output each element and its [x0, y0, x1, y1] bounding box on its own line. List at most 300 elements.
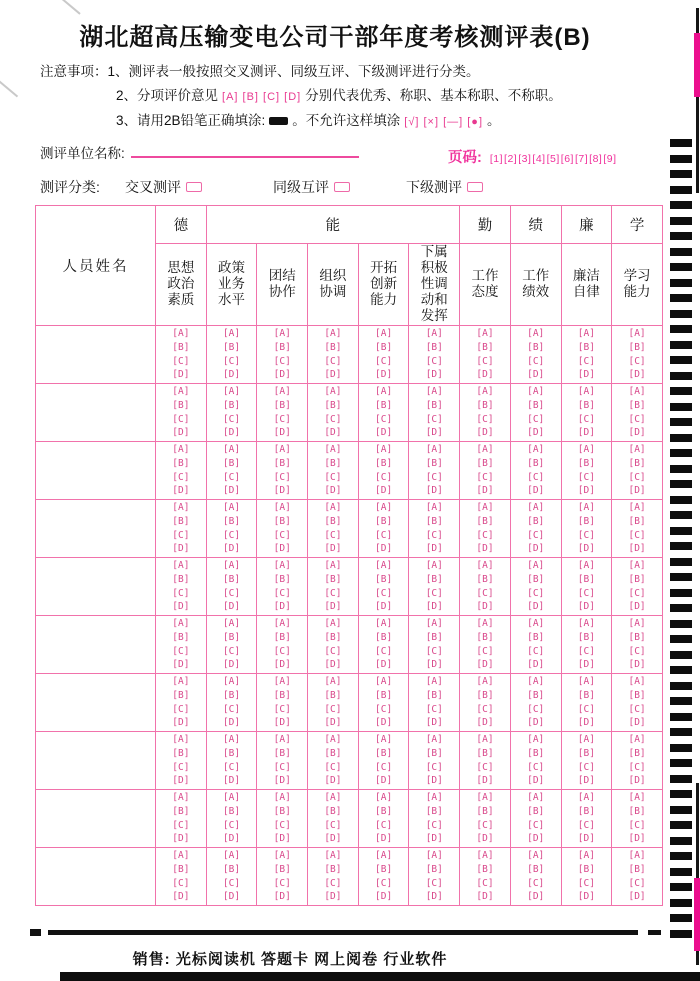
bubble-option[interactable]: [A]: [172, 559, 190, 571]
bubble-option[interactable]: [C]: [425, 645, 443, 657]
bubble-option[interactable]: [A]: [375, 327, 393, 339]
bubble-option[interactable]: [B]: [375, 341, 393, 353]
bubble-option[interactable]: [C]: [527, 471, 545, 483]
bubble-option[interactable]: [A]: [476, 327, 494, 339]
bubble-option[interactable]: [B]: [527, 747, 545, 759]
bubble-option[interactable]: [A]: [324, 501, 342, 513]
bubble-option[interactable]: [A]: [375, 617, 393, 629]
bubble-option[interactable]: [A]: [172, 501, 190, 513]
bubble-option[interactable]: [B]: [577, 573, 595, 585]
page-number-option[interactable]: [1]: [489, 153, 504, 165]
bubble-option[interactable]: [D]: [324, 659, 342, 671]
bubble-option[interactable]: [B]: [476, 457, 494, 469]
bubble-option[interactable]: [B]: [222, 399, 241, 411]
bubble-option[interactable]: [A]: [476, 675, 494, 687]
bubble-option[interactable]: [A]: [527, 443, 545, 455]
bubble-option[interactable]: [D]: [628, 543, 646, 555]
bubble-option[interactable]: [B]: [222, 689, 241, 701]
bubble-option[interactable]: [C]: [628, 587, 646, 599]
bubble-option[interactable]: [D]: [273, 485, 291, 497]
bubble-option[interactable]: [C]: [222, 819, 241, 831]
bubble-option[interactable]: [C]: [577, 355, 595, 367]
bubble-option[interactable]: [D]: [628, 369, 646, 381]
bubble-option[interactable]: [D]: [324, 833, 342, 845]
category-checkbox[interactable]: [186, 182, 202, 192]
bubble-option[interactable]: [D]: [375, 833, 393, 845]
bubble-option[interactable]: [D]: [273, 891, 291, 903]
bubble-option[interactable]: [B]: [273, 863, 291, 875]
bubble-option[interactable]: [A]: [628, 327, 646, 339]
bubble-option[interactable]: [C]: [375, 645, 393, 657]
bubble-option[interactable]: [D]: [577, 543, 595, 555]
bubble-option[interactable]: [C]: [425, 819, 443, 831]
bubble-option[interactable]: [A]: [628, 443, 646, 455]
bubble-option[interactable]: [A]: [527, 385, 545, 397]
bubble-option[interactable]: [D]: [375, 485, 393, 497]
bubble-option[interactable]: [B]: [628, 341, 646, 353]
bubble-option[interactable]: [B]: [628, 631, 646, 643]
bubble-option[interactable]: [D]: [628, 601, 646, 613]
person-name-cell[interactable]: [36, 848, 156, 906]
bubble-option[interactable]: [D]: [577, 485, 595, 497]
bubble-option[interactable]: [C]: [425, 703, 443, 715]
bubble-option[interactable]: [D]: [527, 485, 545, 497]
bubble-option[interactable]: [A]: [324, 849, 342, 861]
bubble-option[interactable]: [D]: [324, 543, 342, 555]
bubble-option[interactable]: [A]: [375, 849, 393, 861]
bubble-option[interactable]: [B]: [527, 863, 545, 875]
bubble-option[interactable]: [D]: [425, 369, 443, 381]
bubble-option[interactable]: [B]: [324, 457, 342, 469]
bubble-option[interactable]: [B]: [324, 341, 342, 353]
bubble-option[interactable]: [B]: [628, 863, 646, 875]
bubble-option[interactable]: [D]: [425, 775, 443, 787]
bubble-option[interactable]: [B]: [172, 747, 190, 759]
bubble-option[interactable]: [A]: [222, 327, 241, 339]
bubble-option[interactable]: [D]: [425, 427, 443, 439]
bubble-option[interactable]: [D]: [222, 369, 241, 381]
person-name-cell[interactable]: [36, 326, 156, 384]
bubble-option[interactable]: [C]: [425, 355, 443, 367]
bubble-option[interactable]: [B]: [375, 805, 393, 817]
bubble-option[interactable]: [D]: [527, 833, 545, 845]
bubble-option[interactable]: [B]: [628, 747, 646, 759]
bubble-option[interactable]: [B]: [628, 399, 646, 411]
page-number-option[interactable]: [2]: [504, 153, 518, 165]
bubble-option[interactable]: [D]: [577, 717, 595, 729]
bubble-option[interactable]: [B]: [273, 515, 291, 527]
bubble-option[interactable]: [A]: [527, 675, 545, 687]
category-checkbox[interactable]: [334, 182, 350, 192]
bubble-option[interactable]: [D]: [273, 775, 291, 787]
bubble-option[interactable]: [B]: [324, 863, 342, 875]
bubble-option[interactable]: [A]: [425, 443, 443, 455]
bubble-option[interactable]: [C]: [476, 355, 494, 367]
bubble-option[interactable]: [A]: [222, 559, 241, 571]
bubble-option[interactable]: [D]: [476, 659, 494, 671]
page-number-option[interactable]: [7]: [574, 153, 589, 165]
bubble-option[interactable]: [C]: [628, 355, 646, 367]
bubble-option[interactable]: [D]: [527, 543, 545, 555]
bubble-option[interactable]: [A]: [628, 501, 646, 513]
bubble-option[interactable]: [B]: [476, 573, 494, 585]
bubble-option[interactable]: [D]: [476, 775, 494, 787]
bubble-option[interactable]: [A]: [476, 443, 494, 455]
bubble-option[interactable]: [D]: [476, 369, 494, 381]
bubble-option[interactable]: [D]: [324, 427, 342, 439]
bubble-option[interactable]: [D]: [222, 775, 241, 787]
page-number-option[interactable]: [4]: [532, 153, 546, 165]
bubble-option[interactable]: [C]: [375, 355, 393, 367]
bubble-option[interactable]: [C]: [425, 413, 443, 425]
bubble-option[interactable]: [D]: [375, 717, 393, 729]
bubble-option[interactable]: [D]: [324, 775, 342, 787]
bubble-option[interactable]: [C]: [222, 355, 241, 367]
bubble-option[interactable]: [C]: [375, 529, 393, 541]
bubble-option[interactable]: [A]: [527, 501, 545, 513]
bubble-option[interactable]: [C]: [273, 413, 291, 425]
bubble-option[interactable]: [A]: [273, 559, 291, 571]
bubble-option[interactable]: [A]: [425, 733, 443, 745]
bubble-option[interactable]: [C]: [375, 703, 393, 715]
bubble-option[interactable]: [A]: [577, 617, 595, 629]
bubble-option[interactable]: [B]: [425, 515, 443, 527]
bubble-option[interactable]: [B]: [628, 515, 646, 527]
page-number-option[interactable]: [3]: [518, 153, 532, 165]
bubble-option[interactable]: [A]: [375, 501, 393, 513]
bubble-option[interactable]: [A]: [577, 501, 595, 513]
bubble-option[interactable]: [D]: [375, 427, 393, 439]
person-name-cell[interactable]: [36, 500, 156, 558]
bubble-option[interactable]: [D]: [527, 601, 545, 613]
bubble-option[interactable]: [A]: [375, 675, 393, 687]
bubble-option[interactable]: [B]: [273, 689, 291, 701]
bubble-option[interactable]: [A]: [628, 617, 646, 629]
bubble-option[interactable]: [D]: [222, 659, 241, 671]
bubble-option[interactable]: [D]: [476, 833, 494, 845]
bubble-option[interactable]: [D]: [425, 833, 443, 845]
bubble-option[interactable]: [D]: [476, 485, 494, 497]
bubble-option[interactable]: [B]: [476, 341, 494, 353]
bubble-option[interactable]: [C]: [324, 529, 342, 541]
bubble-option[interactable]: [C]: [273, 703, 291, 715]
bubble-option[interactable]: [C]: [476, 413, 494, 425]
bubble-option[interactable]: [B]: [527, 399, 545, 411]
bubble-option[interactable]: [B]: [222, 457, 241, 469]
bubble-option[interactable]: [B]: [172, 863, 190, 875]
bubble-option[interactable]: [B]: [425, 863, 443, 875]
bubble-option[interactable]: [A]: [577, 733, 595, 745]
bubble-option[interactable]: [A]: [577, 559, 595, 571]
bubble-option[interactable]: [B]: [273, 747, 291, 759]
bubble-option[interactable]: [C]: [324, 761, 342, 773]
bubble-option[interactable]: [D]: [273, 601, 291, 613]
bubble-option[interactable]: [D]: [577, 601, 595, 613]
bubble-option[interactable]: [D]: [577, 427, 595, 439]
bubble-option[interactable]: [D]: [628, 427, 646, 439]
person-name-cell[interactable]: [36, 384, 156, 442]
bubble-option[interactable]: [C]: [628, 413, 646, 425]
bubble-option[interactable]: [A]: [222, 501, 241, 513]
bubble-option[interactable]: [B]: [222, 631, 241, 643]
bubble-option[interactable]: [D]: [324, 601, 342, 613]
bubble-option[interactable]: [A]: [273, 501, 291, 513]
bubble-option[interactable]: [B]: [273, 573, 291, 585]
bubble-option[interactable]: [C]: [375, 471, 393, 483]
bubble-option[interactable]: [A]: [628, 675, 646, 687]
bubble-option[interactable]: [B]: [425, 457, 443, 469]
page-number-option[interactable]: [6]: [560, 153, 574, 165]
bubble-option[interactable]: [D]: [273, 369, 291, 381]
bubble-option[interactable]: [D]: [222, 833, 241, 845]
bubble-option[interactable]: [A]: [628, 849, 646, 861]
bubble-option[interactable]: [C]: [476, 761, 494, 773]
bubble-option[interactable]: [C]: [273, 587, 291, 599]
bubble-option[interactable]: [A]: [324, 733, 342, 745]
bubble-option[interactable]: [D]: [324, 717, 342, 729]
bubble-option[interactable]: [A]: [577, 675, 595, 687]
bubble-option[interactable]: [D]: [577, 833, 595, 845]
bubble-option[interactable]: [C]: [577, 877, 595, 889]
bubble-option[interactable]: [C]: [172, 703, 190, 715]
bubble-option[interactable]: [A]: [476, 559, 494, 571]
bubble-option[interactable]: [D]: [375, 775, 393, 787]
bubble-option[interactable]: [C]: [425, 587, 443, 599]
bubble-option[interactable]: [A]: [324, 675, 342, 687]
bubble-option[interactable]: [C]: [222, 645, 241, 657]
bubble-option[interactable]: [B]: [375, 747, 393, 759]
bubble-option[interactable]: [C]: [425, 761, 443, 773]
bubble-option[interactable]: [B]: [476, 631, 494, 643]
bubble-option[interactable]: [D]: [172, 427, 190, 439]
bubble-option[interactable]: [C]: [527, 761, 545, 773]
bubble-option[interactable]: [B]: [577, 515, 595, 527]
bubble-option[interactable]: [C]: [172, 587, 190, 599]
bubble-option[interactable]: [B]: [476, 805, 494, 817]
bubble-option[interactable]: [C]: [476, 819, 494, 831]
bubble-option[interactable]: [C]: [172, 761, 190, 773]
bubble-option[interactable]: [C]: [324, 877, 342, 889]
bubble-option[interactable]: [B]: [172, 515, 190, 527]
bubble-option[interactable]: [D]: [273, 659, 291, 671]
bubble-option[interactable]: [D]: [222, 543, 241, 555]
bubble-option[interactable]: [A]: [527, 559, 545, 571]
bubble-option[interactable]: [A]: [577, 327, 595, 339]
bubble-option[interactable]: [C]: [324, 587, 342, 599]
bubble-option[interactable]: [C]: [172, 877, 190, 889]
bubble-option[interactable]: [A]: [324, 617, 342, 629]
bubble-option[interactable]: [B]: [425, 805, 443, 817]
bubble-option[interactable]: [C]: [172, 819, 190, 831]
bubble-option[interactable]: [A]: [172, 733, 190, 745]
bubble-option[interactable]: [B]: [375, 399, 393, 411]
bubble-option[interactable]: [A]: [476, 733, 494, 745]
bubble-option[interactable]: [B]: [375, 863, 393, 875]
bubble-option[interactable]: [A]: [425, 327, 443, 339]
bubble-option[interactable]: [C]: [222, 877, 241, 889]
bubble-option[interactable]: [A]: [324, 559, 342, 571]
bubble-option[interactable]: [A]: [476, 501, 494, 513]
bubble-option[interactable]: [C]: [527, 587, 545, 599]
bubble-option[interactable]: [C]: [222, 761, 241, 773]
bubble-option[interactable]: [D]: [222, 601, 241, 613]
bubble-option[interactable]: [C]: [476, 645, 494, 657]
bubble-option[interactable]: [A]: [527, 617, 545, 629]
bubble-option[interactable]: [C]: [628, 645, 646, 657]
bubble-option[interactable]: [B]: [628, 805, 646, 817]
bubble-option[interactable]: [A]: [273, 617, 291, 629]
bubble-option[interactable]: [D]: [375, 891, 393, 903]
bubble-option[interactable]: [D]: [425, 485, 443, 497]
bubble-option[interactable]: [C]: [577, 471, 595, 483]
bubble-option[interactable]: [A]: [222, 849, 241, 861]
bubble-option[interactable]: [D]: [527, 427, 545, 439]
bubble-option[interactable]: [A]: [324, 385, 342, 397]
bubble-option[interactable]: [B]: [222, 515, 241, 527]
bubble-option[interactable]: [C]: [476, 471, 494, 483]
bubble-option[interactable]: [A]: [527, 849, 545, 861]
bubble-option[interactable]: [A]: [172, 443, 190, 455]
bubble-option[interactable]: [D]: [172, 659, 190, 671]
bubble-option[interactable]: [B]: [628, 689, 646, 701]
bubble-option[interactable]: [A]: [628, 559, 646, 571]
unit-name-field[interactable]: [131, 142, 359, 158]
bubble-option[interactable]: [C]: [273, 645, 291, 657]
bubble-option[interactable]: [C]: [222, 413, 241, 425]
bubble-option[interactable]: [B]: [273, 399, 291, 411]
bubble-option[interactable]: [B]: [527, 341, 545, 353]
bubble-option[interactable]: [C]: [628, 529, 646, 541]
bubble-option[interactable]: [B]: [324, 515, 342, 527]
person-name-cell[interactable]: [36, 732, 156, 790]
bubble-option[interactable]: [D]: [628, 833, 646, 845]
bubble-option[interactable]: [B]: [172, 399, 190, 411]
bubble-option[interactable]: [A]: [425, 849, 443, 861]
page-number-option[interactable]: [9]: [603, 153, 617, 165]
bubble-option[interactable]: [A]: [273, 385, 291, 397]
bubble-option[interactable]: [C]: [222, 703, 241, 715]
bubble-option[interactable]: [C]: [476, 529, 494, 541]
bubble-option[interactable]: [D]: [324, 485, 342, 497]
bubble-option[interactable]: [C]: [324, 413, 342, 425]
bubble-option[interactable]: [C]: [425, 877, 443, 889]
bubble-option[interactable]: [B]: [577, 399, 595, 411]
bubble-option[interactable]: [D]: [375, 601, 393, 613]
bubble-option[interactable]: [B]: [222, 863, 241, 875]
bubble-option[interactable]: [B]: [222, 341, 241, 353]
bubble-option[interactable]: [C]: [577, 645, 595, 657]
bubble-option[interactable]: [D]: [527, 717, 545, 729]
bubble-option[interactable]: [A]: [425, 675, 443, 687]
bubble-option[interactable]: [A]: [628, 385, 646, 397]
bubble-option[interactable]: [A]: [476, 617, 494, 629]
bubble-option[interactable]: [B]: [222, 573, 241, 585]
bubble-option[interactable]: [A]: [324, 791, 342, 803]
bubble-option[interactable]: [D]: [375, 659, 393, 671]
person-name-cell[interactable]: [36, 790, 156, 848]
bubble-option[interactable]: [D]: [476, 717, 494, 729]
bubble-option[interactable]: [B]: [222, 747, 241, 759]
bubble-option[interactable]: [B]: [324, 631, 342, 643]
bubble-option[interactable]: [A]: [628, 791, 646, 803]
bubble-option[interactable]: [B]: [172, 341, 190, 353]
bubble-option[interactable]: [B]: [324, 399, 342, 411]
bubble-option[interactable]: [A]: [476, 385, 494, 397]
bubble-option[interactable]: [D]: [425, 543, 443, 555]
bubble-option[interactable]: [D]: [577, 659, 595, 671]
bubble-option[interactable]: [C]: [527, 355, 545, 367]
bubble-option[interactable]: [C]: [527, 819, 545, 831]
bubble-option[interactable]: [B]: [476, 515, 494, 527]
bubble-option[interactable]: [B]: [425, 689, 443, 701]
bubble-option[interactable]: [A]: [172, 327, 190, 339]
bubble-option[interactable]: [A]: [527, 733, 545, 745]
bubble-option[interactable]: [C]: [172, 529, 190, 541]
bubble-option[interactable]: [B]: [375, 689, 393, 701]
bubble-option[interactable]: [D]: [628, 717, 646, 729]
bubble-option[interactable]: [B]: [577, 805, 595, 817]
bubble-option[interactable]: [B]: [527, 631, 545, 643]
bubble-option[interactable]: [A]: [425, 617, 443, 629]
bubble-option[interactable]: [B]: [375, 515, 393, 527]
bubble-option[interactable]: [B]: [476, 863, 494, 875]
bubble-option[interactable]: [B]: [375, 631, 393, 643]
bubble-option[interactable]: [B]: [476, 689, 494, 701]
bubble-option[interactable]: [C]: [324, 471, 342, 483]
bubble-option[interactable]: [D]: [425, 659, 443, 671]
bubble-option[interactable]: [A]: [222, 385, 241, 397]
bubble-option[interactable]: [B]: [273, 341, 291, 353]
bubble-option[interactable]: [C]: [375, 761, 393, 773]
bubble-option[interactable]: [C]: [577, 587, 595, 599]
bubble-option[interactable]: [C]: [577, 761, 595, 773]
bubble-option[interactable]: [C]: [425, 529, 443, 541]
bubble-option[interactable]: [C]: [324, 819, 342, 831]
bubble-option[interactable]: [A]: [375, 733, 393, 745]
bubble-option[interactable]: [A]: [527, 791, 545, 803]
bubble-option[interactable]: [A]: [425, 501, 443, 513]
bubble-option[interactable]: [D]: [324, 369, 342, 381]
bubble-option[interactable]: [C]: [375, 413, 393, 425]
bubble-option[interactable]: [C]: [375, 877, 393, 889]
bubble-option[interactable]: [B]: [476, 399, 494, 411]
bubble-option[interactable]: [B]: [577, 341, 595, 353]
bubble-option[interactable]: [A]: [273, 443, 291, 455]
bubble-option[interactable]: [B]: [273, 631, 291, 643]
bubble-option[interactable]: [B]: [172, 457, 190, 469]
bubble-option[interactable]: [B]: [172, 631, 190, 643]
person-name-cell[interactable]: [36, 558, 156, 616]
bubble-option[interactable]: [B]: [375, 457, 393, 469]
bubble-option[interactable]: [A]: [527, 327, 545, 339]
bubble-option[interactable]: [B]: [273, 805, 291, 817]
bubble-option[interactable]: [D]: [273, 543, 291, 555]
bubble-option[interactable]: [D]: [273, 427, 291, 439]
bubble-option[interactable]: [C]: [375, 587, 393, 599]
bubble-option[interactable]: [A]: [172, 385, 190, 397]
bubble-option[interactable]: [D]: [172, 485, 190, 497]
bubble-option[interactable]: [B]: [577, 863, 595, 875]
bubble-option[interactable]: [A]: [172, 791, 190, 803]
bubble-option[interactable]: [B]: [577, 631, 595, 643]
bubble-option[interactable]: [D]: [172, 369, 190, 381]
bubble-option[interactable]: [A]: [222, 617, 241, 629]
bubble-option[interactable]: [D]: [476, 891, 494, 903]
bubble-option[interactable]: [D]: [172, 601, 190, 613]
bubble-option[interactable]: [D]: [222, 485, 241, 497]
bubble-option[interactable]: [C]: [476, 587, 494, 599]
bubble-option[interactable]: [B]: [222, 805, 241, 817]
